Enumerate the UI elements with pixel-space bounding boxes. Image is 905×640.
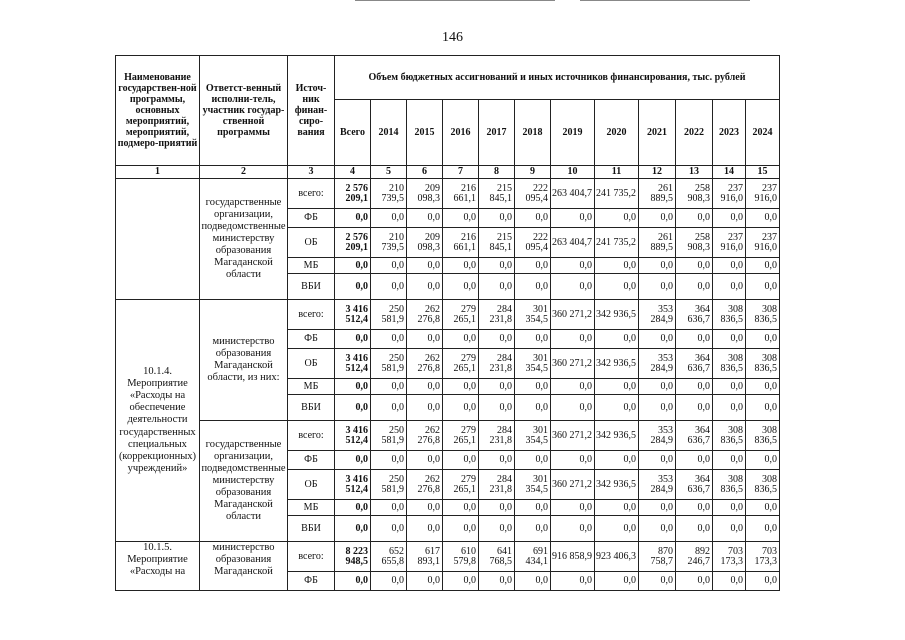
year-value: 0,0 bbox=[443, 516, 479, 542]
year-value: 308 836,5 bbox=[713, 349, 746, 379]
column-number: 3 bbox=[288, 166, 335, 179]
year-value: 0,0 bbox=[443, 451, 479, 470]
executor: государственные организации, подведомственные министерству образования Магаданской области bbox=[200, 179, 288, 300]
funding-source: ОБ bbox=[288, 228, 335, 258]
year-value: 0,0 bbox=[676, 395, 713, 421]
executor: министерство образования Магаданской bbox=[200, 542, 288, 591]
top-border-line bbox=[355, 0, 555, 1]
year-value: 301 354,5 bbox=[515, 470, 551, 500]
header-year: 2014 bbox=[371, 100, 407, 166]
year-value: 0,0 bbox=[713, 516, 746, 542]
year-value: 0,0 bbox=[551, 395, 595, 421]
header-year: Всего bbox=[335, 100, 371, 166]
year-value: 342 936,5 bbox=[595, 300, 639, 330]
year-value: 301 354,5 bbox=[515, 421, 551, 451]
year-value: 0,0 bbox=[551, 258, 595, 274]
year-value: 0,0 bbox=[676, 379, 713, 395]
funding-source: ФБ bbox=[288, 209, 335, 228]
year-value: 0,0 bbox=[676, 330, 713, 349]
year-value: 364 636,7 bbox=[676, 421, 713, 451]
year-value: 342 936,5 bbox=[595, 349, 639, 379]
year-value: 250 581,9 bbox=[371, 300, 407, 330]
year-value: 0,0 bbox=[407, 379, 443, 395]
year-value: 284 231,8 bbox=[479, 421, 515, 451]
year-value: 0,0 bbox=[713, 451, 746, 470]
year-value: 0,0 bbox=[746, 274, 780, 300]
year-value: 0,0 bbox=[443, 379, 479, 395]
total-value: 0,0 bbox=[335, 516, 371, 542]
year-value: 0,0 bbox=[551, 500, 595, 516]
total-value: 0,0 bbox=[335, 330, 371, 349]
header-year: 2017 bbox=[479, 100, 515, 166]
year-value: 617 893,1 bbox=[407, 542, 443, 572]
year-value: 0,0 bbox=[746, 516, 780, 542]
year-value: 0,0 bbox=[515, 379, 551, 395]
top-border-line bbox=[580, 0, 750, 1]
year-value: 308 836,5 bbox=[746, 349, 780, 379]
year-value: 0,0 bbox=[443, 500, 479, 516]
column-number: 7 bbox=[443, 166, 479, 179]
header-executor: Ответст-венный исполни-тель, участник государ-ственной программы bbox=[200, 56, 288, 166]
funding-source: всего: bbox=[288, 179, 335, 209]
header-year: 2016 bbox=[443, 100, 479, 166]
year-value: 610 579,8 bbox=[443, 542, 479, 572]
year-value: 0,0 bbox=[443, 330, 479, 349]
column-number: 6 bbox=[407, 166, 443, 179]
column-number: 2 bbox=[200, 166, 288, 179]
funding-source: ФБ bbox=[288, 572, 335, 591]
year-value: 237 916,0 bbox=[713, 179, 746, 209]
year-value: 0,0 bbox=[595, 258, 639, 274]
year-value: 0,0 bbox=[371, 395, 407, 421]
year-value: 0,0 bbox=[515, 516, 551, 542]
header-source: Источ-ник финан-сиро-вания bbox=[288, 56, 335, 166]
column-number: 1 bbox=[116, 166, 200, 179]
year-value: 237 916,0 bbox=[713, 228, 746, 258]
year-value: 0,0 bbox=[639, 330, 676, 349]
funding-source: всего: bbox=[288, 300, 335, 330]
year-value: 0,0 bbox=[479, 451, 515, 470]
year-value: 0,0 bbox=[551, 209, 595, 228]
year-value: 0,0 bbox=[676, 258, 713, 274]
funding-source: ФБ bbox=[288, 451, 335, 470]
header-year: 2015 bbox=[407, 100, 443, 166]
year-value: 0,0 bbox=[443, 395, 479, 421]
column-number: 4 bbox=[335, 166, 371, 179]
total-value: 0,0 bbox=[335, 451, 371, 470]
year-value: 0,0 bbox=[746, 500, 780, 516]
year-value: 209 098,3 bbox=[407, 179, 443, 209]
year-value: 0,0 bbox=[746, 451, 780, 470]
year-value: 0,0 bbox=[515, 451, 551, 470]
funding-source: всего: bbox=[288, 542, 335, 572]
year-value: 0,0 bbox=[595, 500, 639, 516]
year-value: 0,0 bbox=[371, 209, 407, 228]
year-value: 364 636,7 bbox=[676, 470, 713, 500]
column-number: 9 bbox=[515, 166, 551, 179]
executor: государственные организации, подведомственные министерству образования Магаданской области bbox=[200, 421, 288, 542]
year-value: 308 836,5 bbox=[746, 421, 780, 451]
header-year: 2021 bbox=[639, 100, 676, 166]
year-value: 308 836,5 bbox=[746, 300, 780, 330]
year-value: 703 173,3 bbox=[713, 542, 746, 572]
year-value: 250 581,9 bbox=[371, 470, 407, 500]
column-number: 13 bbox=[676, 166, 713, 179]
year-value: 0,0 bbox=[713, 209, 746, 228]
year-value: 0,0 bbox=[371, 572, 407, 591]
year-value: 0,0 bbox=[746, 209, 780, 228]
year-value: 308 836,5 bbox=[713, 421, 746, 451]
year-value: 0,0 bbox=[443, 274, 479, 300]
table-row bbox=[116, 421, 780, 451]
year-value: 0,0 bbox=[371, 258, 407, 274]
total-value: 0,0 bbox=[335, 500, 371, 516]
executor: министерство образования Магаданской области, из них: bbox=[200, 300, 288, 421]
year-value: 258 908,3 bbox=[676, 179, 713, 209]
funding-source: всего: bbox=[288, 421, 335, 451]
year-value: 0,0 bbox=[407, 209, 443, 228]
total-value: 0,0 bbox=[335, 258, 371, 274]
funding-source: МБ bbox=[288, 500, 335, 516]
total-value: 2 576 209,1 bbox=[335, 228, 371, 258]
year-value: 0,0 bbox=[595, 379, 639, 395]
year-value: 0,0 bbox=[713, 274, 746, 300]
year-value: 0,0 bbox=[551, 379, 595, 395]
funding-source: ОБ bbox=[288, 349, 335, 379]
year-value: 0,0 bbox=[746, 258, 780, 274]
page-number: 146 bbox=[442, 30, 463, 45]
year-value: 0,0 bbox=[713, 258, 746, 274]
year-value: 0,0 bbox=[371, 330, 407, 349]
year-value: 308 836,5 bbox=[713, 300, 746, 330]
year-value: 0,0 bbox=[371, 516, 407, 542]
year-value: 216 661,1 bbox=[443, 228, 479, 258]
year-value: 0,0 bbox=[746, 379, 780, 395]
year-value: 0,0 bbox=[479, 500, 515, 516]
total-value: 0,0 bbox=[335, 572, 371, 591]
year-value: 301 354,5 bbox=[515, 349, 551, 379]
header-year: 2022 bbox=[676, 100, 713, 166]
total-value: 2 576 209,1 bbox=[335, 179, 371, 209]
year-value: 342 936,5 bbox=[595, 421, 639, 451]
year-value: 279 265,1 bbox=[443, 349, 479, 379]
year-value: 0,0 bbox=[407, 500, 443, 516]
year-value: 0,0 bbox=[515, 274, 551, 300]
year-value: 353 284,9 bbox=[639, 470, 676, 500]
year-value: 364 636,7 bbox=[676, 300, 713, 330]
year-value: 0,0 bbox=[407, 516, 443, 542]
column-number: 12 bbox=[639, 166, 676, 179]
year-value: 261 889,5 bbox=[639, 179, 676, 209]
year-value: 279 265,1 bbox=[443, 421, 479, 451]
funding-source: МБ bbox=[288, 258, 335, 274]
activity-name: 10.1.4. Мероприятие «Расходы на обеспечение деятельности государственных специальных (коррекционных) учреждений» bbox=[116, 300, 200, 542]
year-value: 0,0 bbox=[595, 451, 639, 470]
total-value: 3 416 512,4 bbox=[335, 300, 371, 330]
year-value: 0,0 bbox=[551, 330, 595, 349]
year-value: 0,0 bbox=[443, 258, 479, 274]
year-value: 0,0 bbox=[479, 395, 515, 421]
table-row bbox=[116, 300, 780, 330]
header-year: 2024 bbox=[746, 100, 780, 166]
year-value: 0,0 bbox=[595, 330, 639, 349]
year-value: 0,0 bbox=[713, 395, 746, 421]
header-budget-group: Объем бюджетных ассигнований и иных источников финансирования, тыс. рублей bbox=[335, 56, 780, 100]
year-value: 308 836,5 bbox=[713, 470, 746, 500]
year-value: 261 889,5 bbox=[639, 228, 676, 258]
year-value: 0,0 bbox=[515, 330, 551, 349]
header-program-name: Наименование государствен-ной программы, основных мероприятий, мероприятий, подмеро-приятий bbox=[116, 56, 200, 166]
year-value: 360 271,2 bbox=[551, 470, 595, 500]
year-value: 0,0 bbox=[407, 395, 443, 421]
year-value: 0,0 bbox=[515, 500, 551, 516]
header-year: 2018 bbox=[515, 100, 551, 166]
year-value: 0,0 bbox=[407, 274, 443, 300]
year-value: 0,0 bbox=[551, 274, 595, 300]
year-value: 258 908,3 bbox=[676, 228, 713, 258]
total-value: 8 223 948,5 bbox=[335, 542, 371, 572]
year-value: 892 246,7 bbox=[676, 542, 713, 572]
year-value: 342 936,5 bbox=[595, 470, 639, 500]
year-value: 360 271,2 bbox=[551, 300, 595, 330]
total-value: 0,0 bbox=[335, 209, 371, 228]
year-value: 0,0 bbox=[515, 395, 551, 421]
year-value: 0,0 bbox=[639, 572, 676, 591]
table-row bbox=[116, 179, 780, 209]
year-value: 0,0 bbox=[595, 395, 639, 421]
activity-name bbox=[116, 179, 200, 300]
year-value: 0,0 bbox=[639, 451, 676, 470]
year-value: 0,0 bbox=[371, 500, 407, 516]
year-value: 0,0 bbox=[479, 572, 515, 591]
year-value: 0,0 bbox=[639, 274, 676, 300]
year-value: 216 661,1 bbox=[443, 179, 479, 209]
year-value: 308 836,5 bbox=[746, 470, 780, 500]
year-value: 237 916,0 bbox=[746, 179, 780, 209]
year-value: 0,0 bbox=[676, 516, 713, 542]
total-value: 3 416 512,4 bbox=[335, 349, 371, 379]
year-value: 0,0 bbox=[515, 572, 551, 591]
year-value: 0,0 bbox=[443, 209, 479, 228]
year-value: 0,0 bbox=[371, 379, 407, 395]
funding-source: ФБ bbox=[288, 330, 335, 349]
total-value: 3 416 512,4 bbox=[335, 421, 371, 451]
year-value: 0,0 bbox=[479, 209, 515, 228]
year-value: 0,0 bbox=[371, 274, 407, 300]
year-value: 0,0 bbox=[713, 379, 746, 395]
year-value: 0,0 bbox=[746, 330, 780, 349]
funding-source: ВБИ bbox=[288, 395, 335, 421]
year-value: 0,0 bbox=[407, 258, 443, 274]
year-value: 923 406,3 bbox=[595, 542, 639, 572]
year-value: 250 581,9 bbox=[371, 421, 407, 451]
year-value: 0,0 bbox=[443, 572, 479, 591]
year-value: 279 265,1 bbox=[443, 470, 479, 500]
year-value: 0,0 bbox=[479, 274, 515, 300]
year-value: 263 404,7 bbox=[551, 228, 595, 258]
header-year: 2023 bbox=[713, 100, 746, 166]
year-value: 0,0 bbox=[713, 330, 746, 349]
year-value: 301 354,5 bbox=[515, 300, 551, 330]
year-value: 0,0 bbox=[515, 258, 551, 274]
column-number: 5 bbox=[371, 166, 407, 179]
year-value: 0,0 bbox=[595, 209, 639, 228]
year-value: 0,0 bbox=[639, 395, 676, 421]
year-value: 0,0 bbox=[407, 330, 443, 349]
year-value: 262 276,8 bbox=[407, 300, 443, 330]
year-value: 284 231,8 bbox=[479, 349, 515, 379]
year-value: 353 284,9 bbox=[639, 421, 676, 451]
year-value: 0,0 bbox=[676, 209, 713, 228]
year-value: 0,0 bbox=[639, 209, 676, 228]
year-value: 0,0 bbox=[713, 572, 746, 591]
year-value: 210 739,5 bbox=[371, 179, 407, 209]
year-value: 0,0 bbox=[595, 516, 639, 542]
year-value: 0,0 bbox=[595, 274, 639, 300]
budget-table bbox=[115, 55, 780, 591]
year-value: 262 276,8 bbox=[407, 421, 443, 451]
year-value: 284 231,8 bbox=[479, 470, 515, 500]
table-row bbox=[116, 542, 780, 572]
year-value: 0,0 bbox=[639, 500, 676, 516]
year-value: 263 404,7 bbox=[551, 179, 595, 209]
year-value: 870 758,7 bbox=[639, 542, 676, 572]
column-number: 15 bbox=[746, 166, 780, 179]
year-value: 0,0 bbox=[676, 572, 713, 591]
year-value: 0,0 bbox=[479, 258, 515, 274]
year-value: 0,0 bbox=[676, 500, 713, 516]
header-year: 2019 bbox=[551, 100, 595, 166]
year-value: 0,0 bbox=[639, 258, 676, 274]
year-value: 360 271,2 bbox=[551, 421, 595, 451]
year-value: 0,0 bbox=[639, 516, 676, 542]
year-value: 0,0 bbox=[595, 572, 639, 591]
year-value: 360 271,2 bbox=[551, 349, 595, 379]
year-value: 0,0 bbox=[479, 516, 515, 542]
year-value: 691 434,1 bbox=[515, 542, 551, 572]
year-value: 241 735,2 bbox=[595, 228, 639, 258]
year-value: 0,0 bbox=[746, 395, 780, 421]
year-value: 0,0 bbox=[713, 500, 746, 516]
year-value: 916 858,9 bbox=[551, 542, 595, 572]
year-value: 0,0 bbox=[746, 572, 780, 591]
year-value: 353 284,9 bbox=[639, 349, 676, 379]
year-value: 0,0 bbox=[639, 379, 676, 395]
year-value: 0,0 bbox=[407, 572, 443, 591]
funding-source: МБ bbox=[288, 379, 335, 395]
year-value: 0,0 bbox=[676, 451, 713, 470]
year-value: 241 735,2 bbox=[595, 179, 639, 209]
year-value: 0,0 bbox=[479, 330, 515, 349]
year-value: 209 098,3 bbox=[407, 228, 443, 258]
year-value: 222 095,4 bbox=[515, 179, 551, 209]
column-number: 14 bbox=[713, 166, 746, 179]
activity-name: 10.1.5. Мероприятие «Расходы на bbox=[116, 542, 200, 591]
total-value: 0,0 bbox=[335, 379, 371, 395]
year-value: 0,0 bbox=[551, 451, 595, 470]
total-value: 0,0 bbox=[335, 395, 371, 421]
year-value: 0,0 bbox=[371, 451, 407, 470]
year-value: 215 845,1 bbox=[479, 228, 515, 258]
year-value: 222 095,4 bbox=[515, 228, 551, 258]
year-value: 652 655,8 bbox=[371, 542, 407, 572]
year-value: 262 276,8 bbox=[407, 470, 443, 500]
year-value: 237 916,0 bbox=[746, 228, 780, 258]
year-value: 215 845,1 bbox=[479, 179, 515, 209]
year-value: 279 265,1 bbox=[443, 300, 479, 330]
year-value: 0,0 bbox=[515, 209, 551, 228]
year-value: 0,0 bbox=[407, 451, 443, 470]
year-value: 364 636,7 bbox=[676, 349, 713, 379]
funding-source: ВБИ bbox=[288, 274, 335, 300]
funding-source: ВБИ bbox=[288, 516, 335, 542]
year-value: 0,0 bbox=[479, 379, 515, 395]
funding-source: ОБ bbox=[288, 470, 335, 500]
year-value: 210 739,5 bbox=[371, 228, 407, 258]
header-year: 2020 bbox=[595, 100, 639, 166]
year-value: 284 231,8 bbox=[479, 300, 515, 330]
column-number: 8 bbox=[479, 166, 515, 179]
year-value: 0,0 bbox=[551, 516, 595, 542]
column-number: 11 bbox=[595, 166, 639, 179]
year-value: 703 173,3 bbox=[746, 542, 780, 572]
total-value: 3 416 512,4 bbox=[335, 470, 371, 500]
column-number: 10 bbox=[551, 166, 595, 179]
year-value: 0,0 bbox=[676, 274, 713, 300]
year-value: 0,0 bbox=[551, 572, 595, 591]
total-value: 0,0 bbox=[335, 274, 371, 300]
year-value: 641 768,5 bbox=[479, 542, 515, 572]
year-value: 262 276,8 bbox=[407, 349, 443, 379]
year-value: 353 284,9 bbox=[639, 300, 676, 330]
year-value: 250 581,9 bbox=[371, 349, 407, 379]
